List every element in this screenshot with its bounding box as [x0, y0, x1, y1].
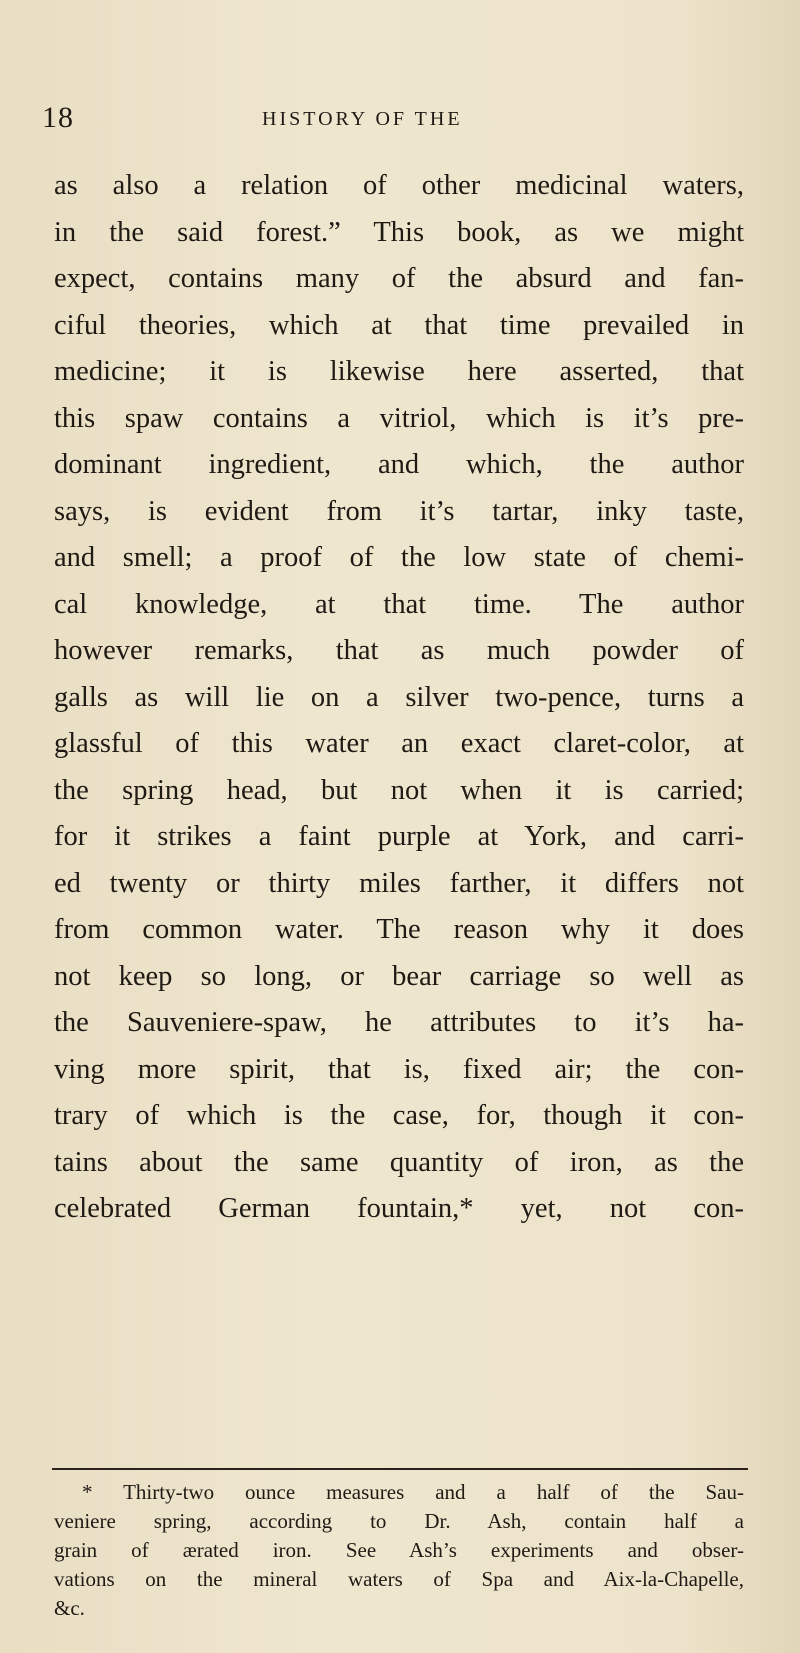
footnote [54, 1478, 744, 1623]
footnote-divider [52, 1468, 748, 1470]
text-line: says, is evident from it’s tartar, inky taste, [54, 495, 744, 527]
text-line: expect, contains many of the absurd and fan- [54, 263, 744, 294]
text-line: for it strikes a faint purple at York, and carri- [54, 821, 744, 852]
text-line: however remarks, that as much powder of [54, 635, 744, 666]
text-line: and smell; a proof of the low state of chemi- [54, 542, 744, 573]
text-line: tains about the same quantity of iron, as the [54, 1146, 744, 1178]
footnote-line: vations on the mineral waters of Spa and Aix-la-Chapelle, [54, 1567, 744, 1591]
text-line: cal knowledge, at that time. The author [54, 588, 744, 620]
text-line: ciful theories, which at that time prevailed in [54, 309, 744, 341]
text-line: as also a relation of other medicinal waters, [54, 170, 744, 201]
text-line: in the said forest.” This book, as we might [54, 216, 744, 248]
text-line: not keep so long, or bear carriage so well as [54, 960, 744, 992]
text-line: medicine; it is likewise here asserted, that [54, 356, 744, 387]
text-line: galls as will lie on a silver two-pence, turns a [54, 681, 744, 713]
text-line: ed twenty or thirty miles farther, it differs not [54, 867, 744, 899]
footnote-line: veniere spring, according to Dr. Ash, contain half a [54, 1509, 744, 1533]
text-line: trary of which is the case, for, though it con- [54, 1100, 744, 1131]
text-line: dominant ingredient, and which, the author [54, 449, 744, 480]
page-number: 18 [42, 101, 74, 134]
running-head [42, 98, 732, 138]
text-line: this spaw contains a vitriol, which is it’s pre- [54, 402, 744, 434]
running-title: HISTORY OF THE [262, 108, 463, 130]
text-line: the spring head, but not when it is carried; [54, 774, 744, 806]
footnote-line: grain of ærated iron. See Ash’s experiments and obser- [54, 1538, 744, 1562]
footnote-line: * Thirty-two ounce measures and a half of the Sau- [82, 1480, 744, 1504]
footnote-line: &c. [54, 1596, 85, 1620]
text-line: celebrated German fountain,* yet, not con- [54, 1193, 744, 1224]
text-line: from common water. The reason why it does [54, 914, 744, 945]
body-text [54, 163, 744, 1233]
text-line: glassful of this water an exact claret-color, at [54, 728, 744, 759]
text-line: the Sauveniere-spaw, he attributes to it’s ha- [54, 1007, 744, 1038]
text-line: ving more spirit, that is, fixed air; the con- [54, 1053, 744, 1085]
